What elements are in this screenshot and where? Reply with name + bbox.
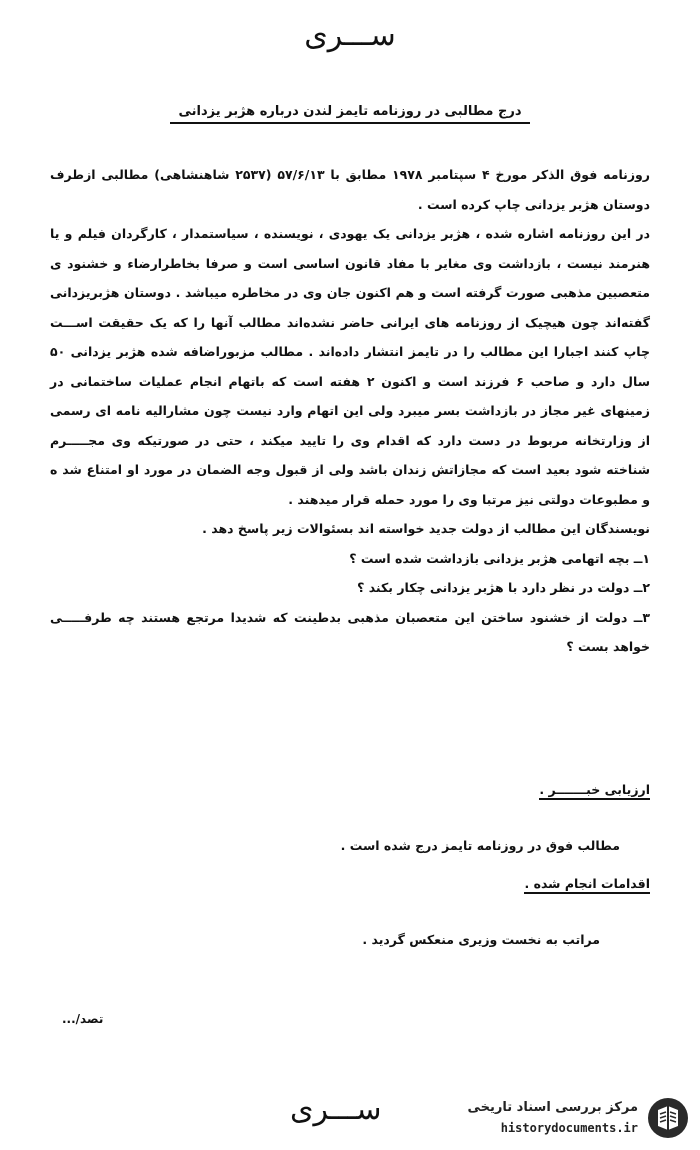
body-paragraph-report: در این روزنامه اشاره شده ، هژبر یزدانی یک یهودی ، نویسنده ، سیاستمدار ، کارگردان فیلم و یا هنرمند نیست ، بازداشت وی مغایر با مفاد قانون اساسی است و صرفا بخاطرارضاء و خشنود ی متعصبین مذهبی صورت گرفته است و هم اکنون جان وی در مخاطره میباشد . دوستان هژبریزدانی گفته‌اند چون هیچیک از روزنامه های ایرانی حاضر نشده‌اند مطالب آنها را که یک حقیقت اســـت چاپ کنند اجبارا این مطالب را در تایمز انتشار داده‌اند . مطالب مزبوراضافه شده هژبر یزدانی ۵۰ سال دارد و صاحب ۶ فرزند است و اکنون ۲ هفته است که باتهام انجام عملیات ساختمانی در زمینهای غیر مجاز در بازداشت بسر میبرد ولی این اتهام وارد نیست چون مشارالیه نامه ای رسمی از وزارتخانه مربوط در دست دارد که اقدام وی را تایید میکند ، حتی در صورتیکه وی مجـــــرم شناخته شود بعید است که مجازاتش زندان باشد ولی از قبول وجه الضمان در مورد او امتناع شد ه و مطبوعات دولتی نیز مرتبا وی را مورد حمله قرار میدهند . xyxy=(50,226,650,507)
question-item-2: ۲ــ دولت در نظر دارد با هژبر یزدانی چکار بکند ؟ xyxy=(357,580,650,595)
actions-heading xyxy=(524,876,650,894)
watermark-text xyxy=(468,1098,639,1138)
document-body xyxy=(50,160,650,662)
evaluation-heading-label: ارزیابی خبـــــــر . xyxy=(539,782,650,800)
classification-stamp-bottom: ســـری xyxy=(290,1092,382,1127)
archive-logo-icon xyxy=(646,1096,690,1140)
actions-heading-label: اقدامات انجام شده . xyxy=(524,876,650,894)
reference-code: تصد/... xyxy=(62,1012,104,1026)
body-paragraph-questions-intro: نویسندگان این مطالب از دولت جدید خواسته اند بسئوالات زیر پاسخ دهد . xyxy=(202,521,650,536)
actions-text: مراتب به نخست وزیری منعکس گردید . xyxy=(362,932,600,947)
watermark-name: مرکز بررسی اسناد تاریخی xyxy=(467,1100,638,1115)
document-title: درج مطالبی در روزنامه تایمز لندن درباره هژبر یزدانی xyxy=(170,104,530,124)
body-paragraph-intro: روزنامه فوق الذکر مورخ ۴ سپتامبر ۱۹۷۸ مطابق با ۵۷/۶/۱۳ (۲۵۳۷ شاهنشاهی) مطالبی ازطرف دوستان هژبر یزدانی چاپ کرده است . xyxy=(50,167,650,212)
evaluation-heading xyxy=(539,782,650,800)
question-item-1: ۱ــ بچه اتهامی هژبر یزدانی بازداشت شده است ؟ xyxy=(349,550,650,566)
watermark-url: historydocuments.ir xyxy=(500,1121,638,1135)
evaluation-text: مطالب فوق در روزنامه تایمز درج شده است . xyxy=(340,838,620,853)
classification-stamp-top: ســـری xyxy=(304,18,396,53)
watermark xyxy=(430,1093,690,1143)
question-item-3: ۳ــ دولت از خشنود ساختن این متعصبان مذهبی بدطینت که شدیدا مرتجع هستند چه طرفـــــی خواهد بست ؟ xyxy=(50,609,650,654)
